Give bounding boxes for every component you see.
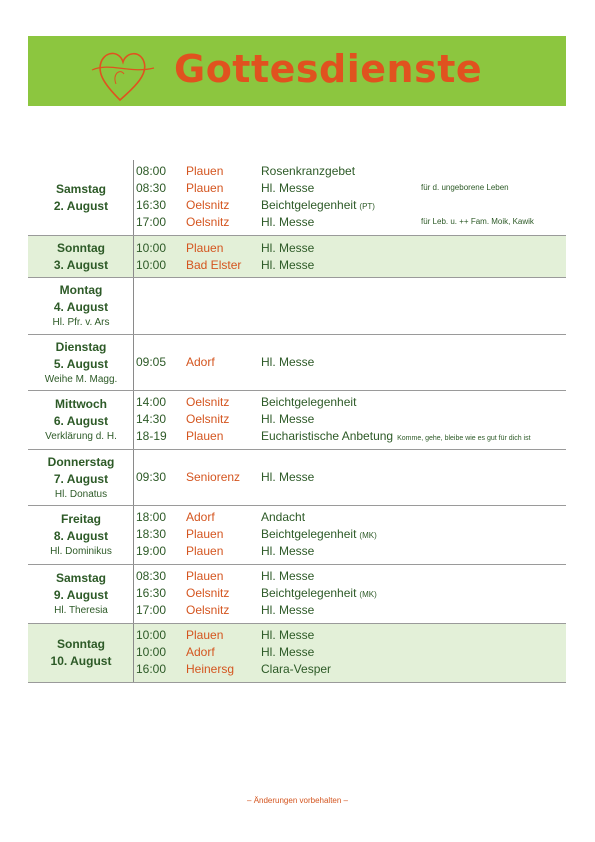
- day-block: [28, 160, 566, 236]
- day-name: Montag: [59, 283, 103, 297]
- service-location: Plauen: [186, 429, 224, 443]
- footer-note: – Änderungen vorbehalten –: [247, 796, 348, 805]
- day-label: [28, 335, 134, 390]
- service-event-label: Hl. Messe: [261, 544, 315, 558]
- service-event-label: Beichtgelegenheit: [261, 395, 357, 409]
- service-row: [136, 509, 566, 526]
- day-label: [28, 450, 134, 505]
- day-name: Sonntag: [57, 240, 105, 255]
- service-row: [136, 526, 566, 543]
- service-time: 10:00: [136, 628, 167, 642]
- day-block: [28, 278, 566, 335]
- service-location: Heinersg: [186, 662, 235, 676]
- column-divider: [133, 565, 134, 623]
- service-location: Plauen: [186, 241, 224, 255]
- day-block: [28, 450, 566, 506]
- service-time: 18-19: [136, 429, 167, 443]
- service-event: [261, 241, 314, 255]
- day-date: 5. August: [53, 356, 109, 371]
- header-banner: [28, 36, 566, 106]
- day-label: [28, 391, 134, 449]
- column-divider: [133, 450, 134, 505]
- day-block: [28, 335, 566, 391]
- day-feast: Verklärung d. H.: [45, 431, 117, 442]
- service-event: [261, 470, 314, 484]
- service-event-label: Beichtgelegenheit: [261, 198, 357, 212]
- service-time: 16:30: [136, 198, 167, 212]
- service-time: 10:00: [136, 258, 167, 272]
- service-event: [261, 510, 305, 524]
- day-label: [28, 565, 134, 623]
- service-location: Oelsnitz: [186, 395, 230, 409]
- service-location: Plauen: [186, 181, 224, 195]
- day-date: 6. August: [53, 414, 109, 428]
- day-date: 2. August: [53, 198, 109, 213]
- service-row: [136, 644, 566, 661]
- service-row: [136, 180, 566, 197]
- service-event-label: Andacht: [261, 510, 306, 524]
- service-event-label: Hl. Messe: [261, 215, 315, 229]
- service-row: [136, 568, 566, 585]
- service-event: [261, 164, 355, 178]
- day-block: [28, 391, 566, 450]
- service-row: [136, 354, 566, 371]
- day-label: [28, 236, 134, 277]
- day-name: Donnerstag: [47, 454, 115, 469]
- day-date: 10. August: [50, 654, 112, 668]
- day-name: Mittwoch: [55, 397, 107, 411]
- day-feast: Hl. Dominikus: [50, 546, 112, 557]
- day-name: Samstag: [55, 181, 107, 196]
- service-time: 18:00: [136, 510, 167, 524]
- service-location: Oelsnitz: [186, 198, 230, 212]
- service-event: [261, 429, 531, 443]
- service-event: [261, 645, 314, 659]
- service-event-label: Hl. Messe: [261, 412, 315, 426]
- service-row: [136, 163, 566, 180]
- service-location: Oelsnitz: [186, 412, 230, 426]
- day-block: [28, 506, 566, 565]
- service-event: [261, 603, 314, 617]
- service-event: [261, 527, 377, 541]
- service-row: [136, 214, 566, 231]
- day-block: [28, 236, 566, 278]
- day-name: Freitag: [60, 512, 101, 526]
- service-time: 14:00: [136, 395, 167, 409]
- service-event: [261, 215, 314, 229]
- day-date: 3. August: [53, 257, 109, 272]
- service-event: [261, 258, 314, 272]
- service-row: [136, 627, 566, 644]
- day-date: 9. August: [53, 588, 109, 602]
- day-label: [28, 160, 134, 235]
- service-event: [261, 395, 356, 409]
- day-date: 7. August: [53, 471, 109, 486]
- service-event-label: Beichtgelegenheit: [261, 586, 357, 600]
- service-schedule: [28, 160, 566, 683]
- service-time: 19:00: [136, 544, 167, 558]
- service-event: [261, 544, 314, 558]
- day-label: [28, 278, 134, 334]
- service-time: 10:00: [136, 241, 167, 255]
- service-location: Plauen: [186, 164, 224, 178]
- day-label: [28, 506, 134, 564]
- service-event-label: Hl. Messe: [261, 628, 315, 642]
- service-location: Oelsnitz: [186, 586, 230, 600]
- service-location: Adorf: [186, 645, 215, 659]
- service-time: 08:30: [136, 181, 167, 195]
- day-label: [28, 624, 134, 682]
- service-location: Bad Elster: [186, 258, 242, 272]
- service-event: [261, 628, 314, 642]
- service-note: Komme, gehe, bleibe wie es gut für dich ist: [397, 435, 531, 442]
- day-feast: Weihe M. Magg.: [44, 373, 118, 385]
- day-feast: Hl. Pfr. v. Ars: [52, 317, 110, 328]
- service-event-label: Rosenkranzgebet: [261, 164, 356, 178]
- day-date: 4. August: [53, 300, 109, 314]
- service-event: [261, 586, 377, 600]
- service-event-label: Beichtgelegenheit: [261, 527, 357, 541]
- service-event-label: Clara-Vesper: [261, 662, 332, 676]
- service-location: Oelsnitz: [186, 215, 230, 229]
- service-event: [261, 412, 314, 426]
- service-event: [261, 355, 314, 369]
- service-row: [136, 257, 566, 274]
- service-time: 14:30: [136, 412, 167, 426]
- service-note: für Leb. u. ++ Fam. Moik, Kawik: [421, 217, 534, 226]
- service-time: 17:00: [136, 215, 167, 229]
- service-event: [261, 181, 314, 195]
- service-event-label: Hl. Messe: [261, 569, 315, 583]
- service-location: Adorf: [186, 355, 215, 369]
- day-feast: Hl. Donatus: [54, 488, 108, 500]
- service-row: [136, 585, 566, 602]
- service-row: [136, 411, 566, 428]
- service-row: [136, 240, 566, 257]
- column-divider: [133, 160, 134, 235]
- service-event-label: Hl. Messe: [261, 258, 315, 272]
- day-block: [28, 624, 566, 683]
- service-row: [136, 661, 566, 678]
- day-block: [28, 565, 566, 624]
- service-row: [136, 197, 566, 214]
- service-location: Oelsnitz: [186, 603, 230, 617]
- service-event: [261, 569, 314, 583]
- day-name: Sonntag: [57, 637, 105, 651]
- service-event-suffix: (MK): [359, 590, 377, 599]
- service-event-label: Hl. Messe: [261, 355, 315, 369]
- service-row: [136, 469, 566, 486]
- service-location: Plauen: [186, 544, 224, 558]
- service-time: 17:00: [136, 603, 167, 617]
- service-event-label: Hl. Messe: [261, 241, 315, 255]
- service-location: Plauen: [186, 569, 224, 583]
- service-time: 09:30: [136, 470, 167, 484]
- service-location: Seniorenz: [186, 470, 241, 484]
- service-time: 08:00: [136, 164, 167, 178]
- service-event-label: Hl. Messe: [261, 470, 315, 484]
- service-location: Adorf: [186, 510, 215, 524]
- page-title: Gottesdienste: [174, 47, 483, 91]
- service-row: [136, 394, 566, 411]
- service-event-label: Hl. Messe: [261, 645, 315, 659]
- day-name: Dienstag: [55, 339, 107, 354]
- column-divider: [133, 391, 134, 449]
- service-time: 16:30: [136, 586, 167, 600]
- column-divider: [133, 278, 134, 334]
- column-divider: [133, 506, 134, 564]
- service-event: [261, 198, 375, 212]
- service-event: [261, 662, 331, 676]
- service-row: [136, 602, 566, 619]
- day-date: 8. August: [53, 529, 109, 543]
- service-event-label: Hl. Messe: [261, 181, 315, 195]
- service-location: Plauen: [186, 628, 224, 642]
- service-event-suffix: (MK): [359, 531, 377, 540]
- heart-flame-logo-icon: [90, 44, 156, 106]
- column-divider: [133, 335, 134, 390]
- service-row: [136, 428, 566, 445]
- service-time: 10:00: [136, 645, 167, 659]
- column-divider: [133, 236, 134, 277]
- service-time: 09:05: [136, 355, 167, 369]
- service-time: 16:00: [136, 662, 167, 676]
- service-event-label: Hl. Messe: [261, 603, 315, 617]
- service-row: [136, 543, 566, 560]
- service-event-suffix: (PT): [359, 202, 375, 211]
- service-time: 08:30: [136, 569, 167, 583]
- service-time: 18:30: [136, 527, 167, 541]
- day-name: Samstag: [55, 571, 107, 585]
- service-event-label: Eucharistische Anbetung: [261, 429, 394, 443]
- service-note: für d. ungeborene Leben: [421, 183, 509, 192]
- column-divider: [133, 624, 134, 682]
- service-location: Plauen: [186, 527, 224, 541]
- day-feast: Hl. Theresia: [54, 605, 108, 616]
